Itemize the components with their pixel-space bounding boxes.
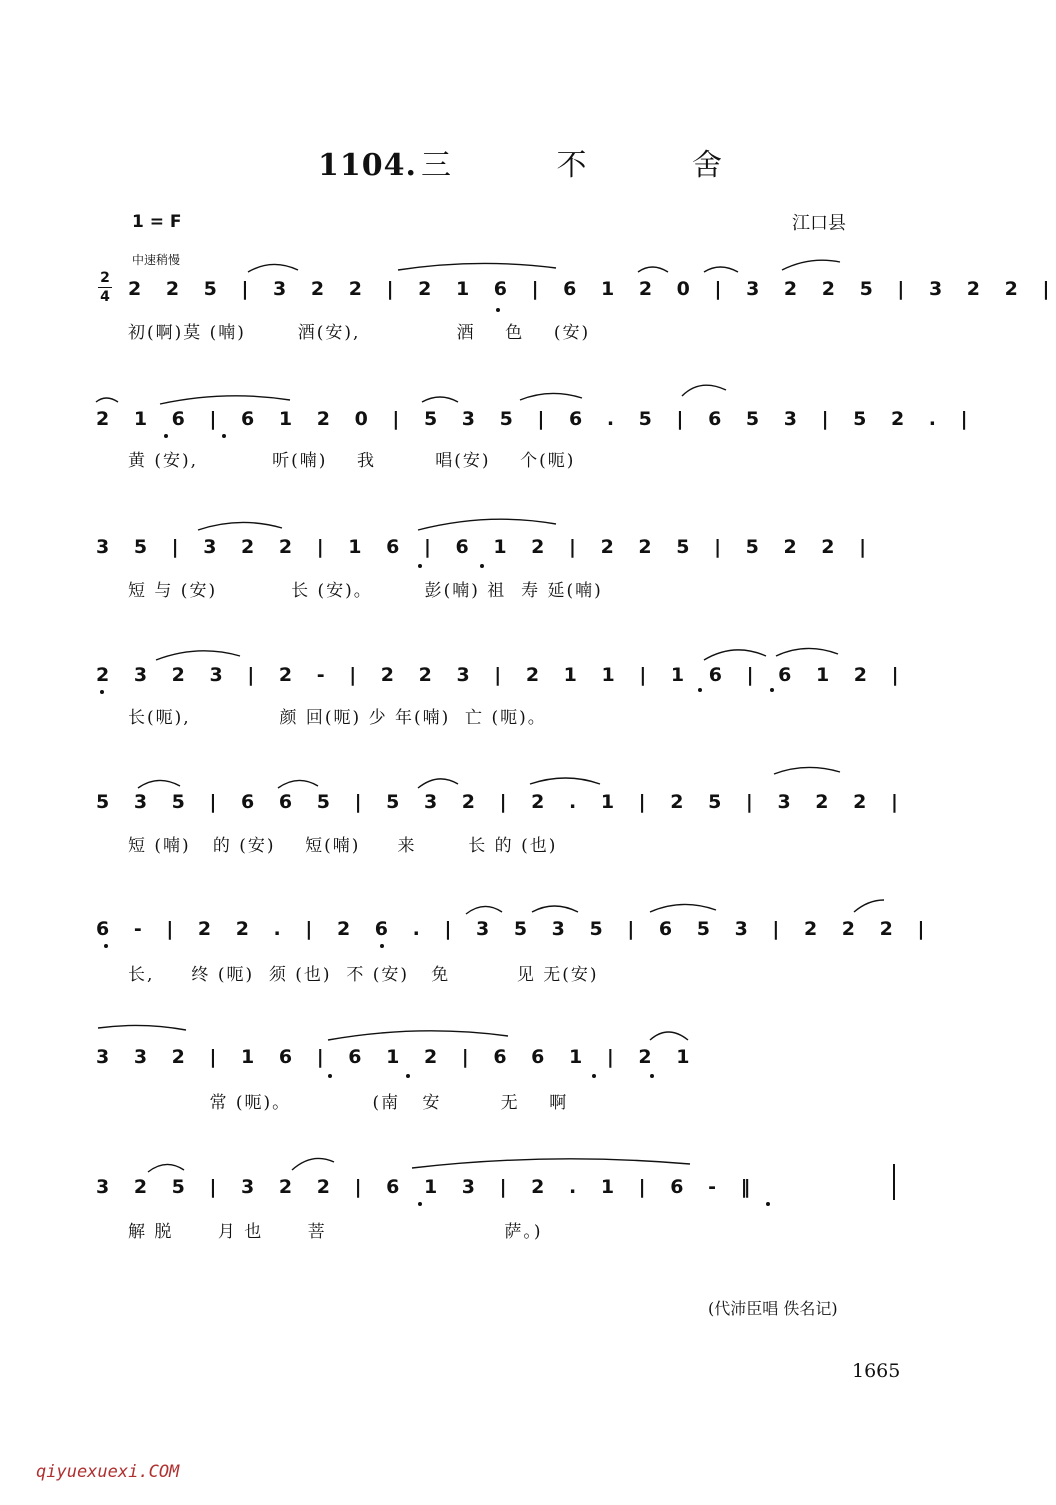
octave-dot bbox=[496, 308, 500, 312]
slur bbox=[776, 648, 838, 656]
lyrics-line: 解 脱 月 也 菩 萨。) bbox=[128, 1222, 543, 1242]
region-label: 江口县 bbox=[792, 213, 846, 234]
slur bbox=[96, 398, 118, 402]
slur bbox=[98, 1025, 186, 1030]
octave-dot bbox=[418, 564, 422, 568]
slur bbox=[650, 1032, 688, 1040]
key-signature: 1 = F bbox=[132, 212, 182, 232]
slur bbox=[704, 650, 766, 660]
octave-dot bbox=[650, 1074, 654, 1078]
lyrics-line: 初(啊)莫 (喃) 酒(安), 酒 色 (安) bbox=[128, 323, 591, 343]
lyrics-line: 常 (呃)。 (南 安 无 啊 bbox=[128, 1093, 569, 1113]
octave-dot bbox=[222, 434, 226, 438]
slur bbox=[682, 385, 726, 396]
slur bbox=[704, 267, 738, 272]
octave-dot bbox=[406, 1074, 410, 1078]
slur bbox=[418, 519, 556, 530]
lyrics-line: 短 (喃) 的 (安) 短(喃) 来 长 的 (也) bbox=[128, 836, 558, 856]
octave-dot bbox=[380, 944, 384, 948]
lyrics-line: 长(呃), 颜 回(呃) 少 年(喃) 亡 (呃)。 bbox=[128, 708, 547, 728]
slur bbox=[328, 1031, 508, 1040]
octave-dot bbox=[328, 1074, 332, 1078]
site-watermark: qiyuexuexi.COM bbox=[36, 1462, 180, 1482]
slur bbox=[650, 904, 716, 912]
octave-dot bbox=[698, 688, 702, 692]
slur bbox=[422, 397, 458, 402]
slur bbox=[412, 1159, 690, 1168]
octave-dot bbox=[766, 1202, 770, 1206]
octave-dot bbox=[164, 434, 168, 438]
slur bbox=[774, 767, 840, 774]
slur bbox=[248, 264, 298, 272]
notation-line: 3 5 | 3 2 2 | 1 6 | 6 1 2 | 2 2 5 | 5 2 2 | bbox=[96, 536, 874, 558]
slur bbox=[854, 900, 884, 912]
slur bbox=[156, 651, 240, 660]
slur bbox=[532, 906, 578, 912]
slur bbox=[148, 1164, 184, 1172]
time-signature-top: 2 bbox=[100, 270, 110, 286]
slur bbox=[138, 780, 180, 788]
octave-dot bbox=[418, 1202, 422, 1206]
notation-line: 2 2 5 | 3 2 2 | 2 1 6 | 6 1 2 0 | 3 2 2 5 | 3 2 2 | bbox=[128, 278, 1056, 300]
slur bbox=[398, 263, 556, 270]
slur bbox=[278, 780, 318, 788]
notation-line: 5 3 5 | 6 6 5 | 5 3 2 | 2 . 1 | 2 5 | 3 2 2 | bbox=[96, 791, 905, 813]
song-number: 1104. bbox=[318, 148, 417, 183]
notation-line: 6 - | 2 2 . | 2 6 . | 3 5 3 5 | 6 5 3 | 2 2 2 | bbox=[96, 918, 932, 940]
slur bbox=[160, 396, 290, 404]
octave-dot bbox=[104, 944, 108, 948]
tempo-marking: 中速稍慢 bbox=[132, 253, 181, 267]
lyrics-line: 短 与 (安) 长 (安)。 彭(喃) 祖 寿 延(喃) bbox=[128, 581, 603, 601]
song-name: 三 不 舍 bbox=[420, 148, 771, 183]
octave-dot bbox=[770, 688, 774, 692]
time-signature-bottom: 4 bbox=[100, 289, 110, 305]
lyrics-line: 黄 (安), 听(喃) 我 唱(安) 个(呃) bbox=[128, 451, 576, 471]
notation-line: 3 2 5 | 3 2 2 | 6 1 3 | 2 . 1 | 6 - ‖ bbox=[96, 1176, 758, 1198]
notation-line: 2 3 2 3 | 2 - | 2 2 3 | 2 1 1 | 1 6 | 6 1 2 | bbox=[96, 664, 906, 686]
slur bbox=[292, 1158, 334, 1170]
notation-line: 3 3 2 | 1 6 | 6 1 2 | 6 6 1 | 2 1 bbox=[96, 1046, 697, 1068]
notation-line: 2 1 6 | 6 1 2 0 | 5 3 5 | 6 . 5 | 6 5 3 | 5 2 . | bbox=[96, 408, 975, 430]
slur bbox=[530, 778, 600, 784]
slur bbox=[520, 393, 582, 400]
slur bbox=[782, 260, 840, 270]
slur bbox=[198, 522, 282, 530]
page-number: 1665 bbox=[852, 1360, 901, 1382]
octave-dot bbox=[480, 564, 484, 568]
octave-dot bbox=[100, 690, 104, 694]
lyrics-line: 长, 终 (呃) 须 (也) 不 (安) 免 见 无(安) bbox=[128, 965, 599, 985]
performer-credit: (代沛臣唱 佚名记) bbox=[708, 1299, 838, 1318]
octave-dot bbox=[592, 1074, 596, 1078]
slur bbox=[466, 906, 502, 914]
slur bbox=[418, 779, 458, 788]
slur bbox=[638, 267, 668, 272]
